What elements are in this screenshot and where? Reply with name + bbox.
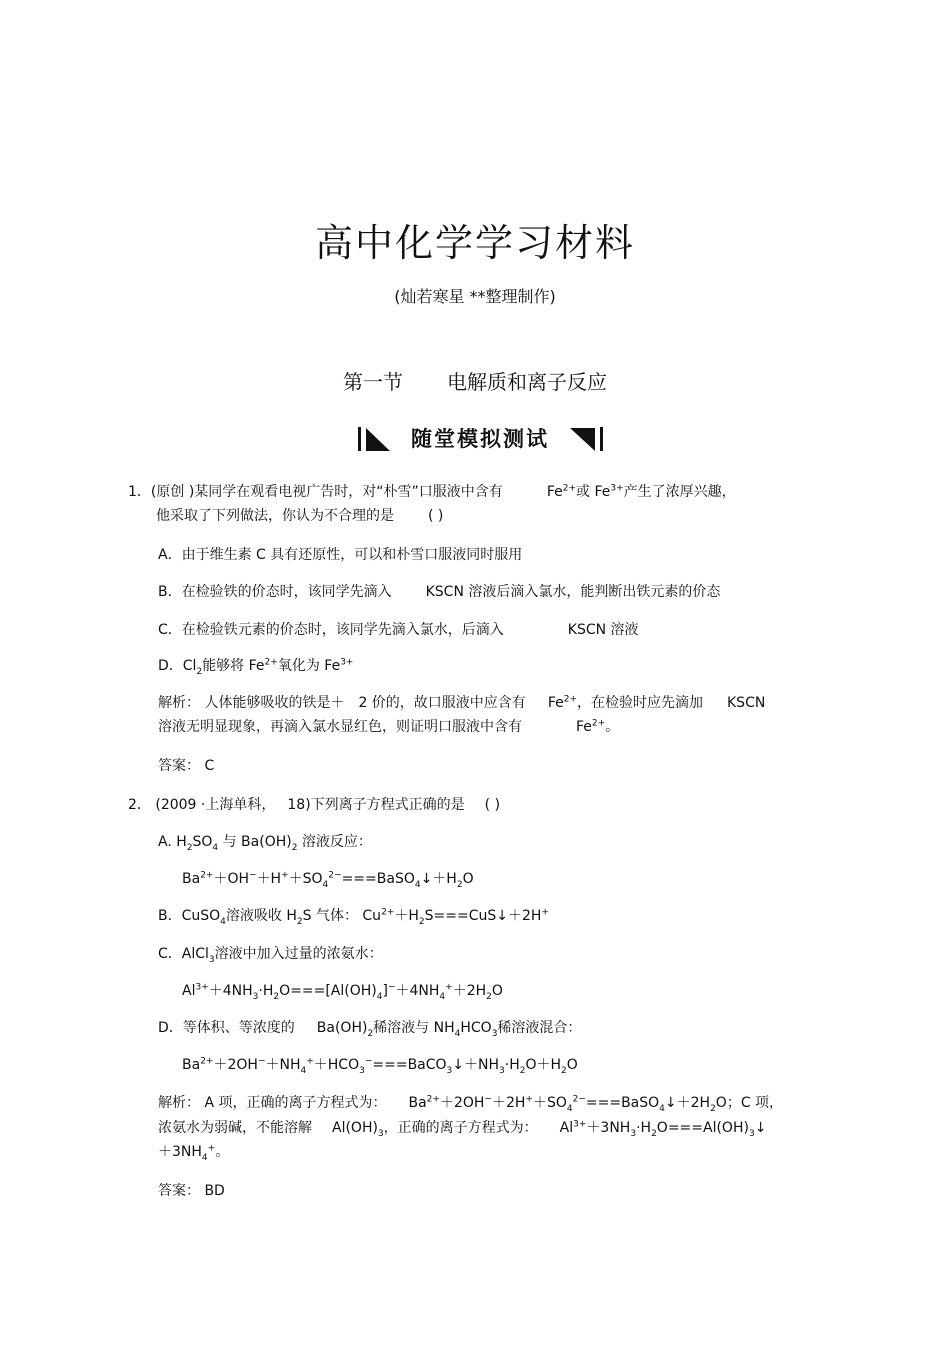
q1-option-b: B．在检验铁的价态时，该同学先滴入 KSCN 溶液后滴入氯水，能判断出铁元素的价态 xyxy=(158,584,721,600)
q2-answer: 答案： BD xyxy=(158,1183,225,1199)
q2-option-c: C．AlCl$_3$溶液中加入过量的浓氨水： xyxy=(158,946,383,965)
q2-stem: 2． (2009 ·上海单科， 18)下列离子方程式正确的是 ( ) xyxy=(128,797,501,813)
q2-analysis-line2: 浓氨水为弱碱，不能溶解 $Al(OH)_3$，正确的离子方程式为： $Al^{3+}+3NH_3\cdot H_2O===Al(OH)_3↓$ xyxy=(158,1119,767,1139)
q2-option-a: A. $H_2SO_4$ 与 $Ba(OH)_2$ 溶液反应： xyxy=(158,834,372,853)
q2-option-b: B．CuSO$_4$溶液吸收 $H_2S$ 气体： $Cu^{2+}+H_2S===CuS↓+2H^+$ xyxy=(158,907,549,927)
q1-number: 1． xyxy=(128,484,151,500)
q2-equation-c: $Al^{3+}+4NH_3\cdot H_2O===[Al(OH)_4]^-+4NH_4^++2H_2O$ xyxy=(182,982,503,1002)
page-subtitle: (灿若寒星 **整理制作) xyxy=(394,287,556,306)
q1-analysis: 解析： 人体能够吸收的铁是＋ 2 价的，故口服液中应含有 $Fe^{2+}$，在检验时应先滴加 KSCN xyxy=(158,694,766,711)
q2-answer-value: BD xyxy=(204,1183,225,1199)
q2-answer-blank: ( ) xyxy=(484,797,501,813)
page-title: 高中化学学习材料 xyxy=(314,221,635,265)
q1-analysis-line2: 溶液无明显现象，再滴入氯水显红色，则证明口服液中含有 $Fe^{2+}$。 xyxy=(158,718,620,735)
q1-answer: 答案： C xyxy=(158,758,215,774)
section-number: 第一节 xyxy=(343,370,403,394)
q1-option-a: A．由于维生素 C 具有还原性，可以和朴雪口服液同时服用 xyxy=(158,547,523,563)
q1-stem-line2: 他采取了下列做法，你认为不合理的是 ( ) xyxy=(156,508,444,524)
q2-analysis-line3: $+3NH_4^+$。 xyxy=(158,1143,230,1163)
q1-stem: 1．(原创 )某同学在观看电视广告时，对“朴雪”口服液中含有 $Fe^{2+}$或 $Fe^{3+}$产生了浓厚兴趣， xyxy=(128,483,736,500)
q1-option-c: C．在检验铁元素的价态时，该同学先滴入氯水，后滴入 KSCN 溶液 xyxy=(158,622,639,638)
section-heading xyxy=(0,366,950,395)
section-name: 电解质和离子反应 xyxy=(447,370,607,394)
banner xyxy=(358,424,603,454)
q2-equation-a: $Ba^{2+}+OH^-+H^++SO_4^{2-}===BaSO_4↓+H_2O$ xyxy=(182,870,474,890)
q2-equation-d: $Ba^{2+}+2OH^-+NH_4^++HCO_3^-===BaCO_3↓+NH_3\cdot H_2O+H_2O$ xyxy=(182,1056,578,1076)
q2-analysis: 解析： A 项，正确的离子方程式为： $Ba^{2+}+2OH^-+2H^++SO_4^{2-}===BaSO_4↓+2H_2O$；C 项， xyxy=(158,1094,784,1114)
q2-number: 2． xyxy=(128,797,151,813)
q1-option-d: D．$Cl_2$能够将 $Fe^{2+}$氧化为 $Fe^{3+}$ xyxy=(158,657,354,677)
q1-answer-blank: ( ) xyxy=(428,508,444,524)
banner-title: 随堂模拟测试 xyxy=(411,427,549,451)
q2-option-d: D．等体积、等浓度的 $Ba(OH)_2$稀溶液与 $NH_4HCO_3$稀溶液混合： xyxy=(158,1020,582,1039)
q1-answer-value: C xyxy=(204,758,215,774)
